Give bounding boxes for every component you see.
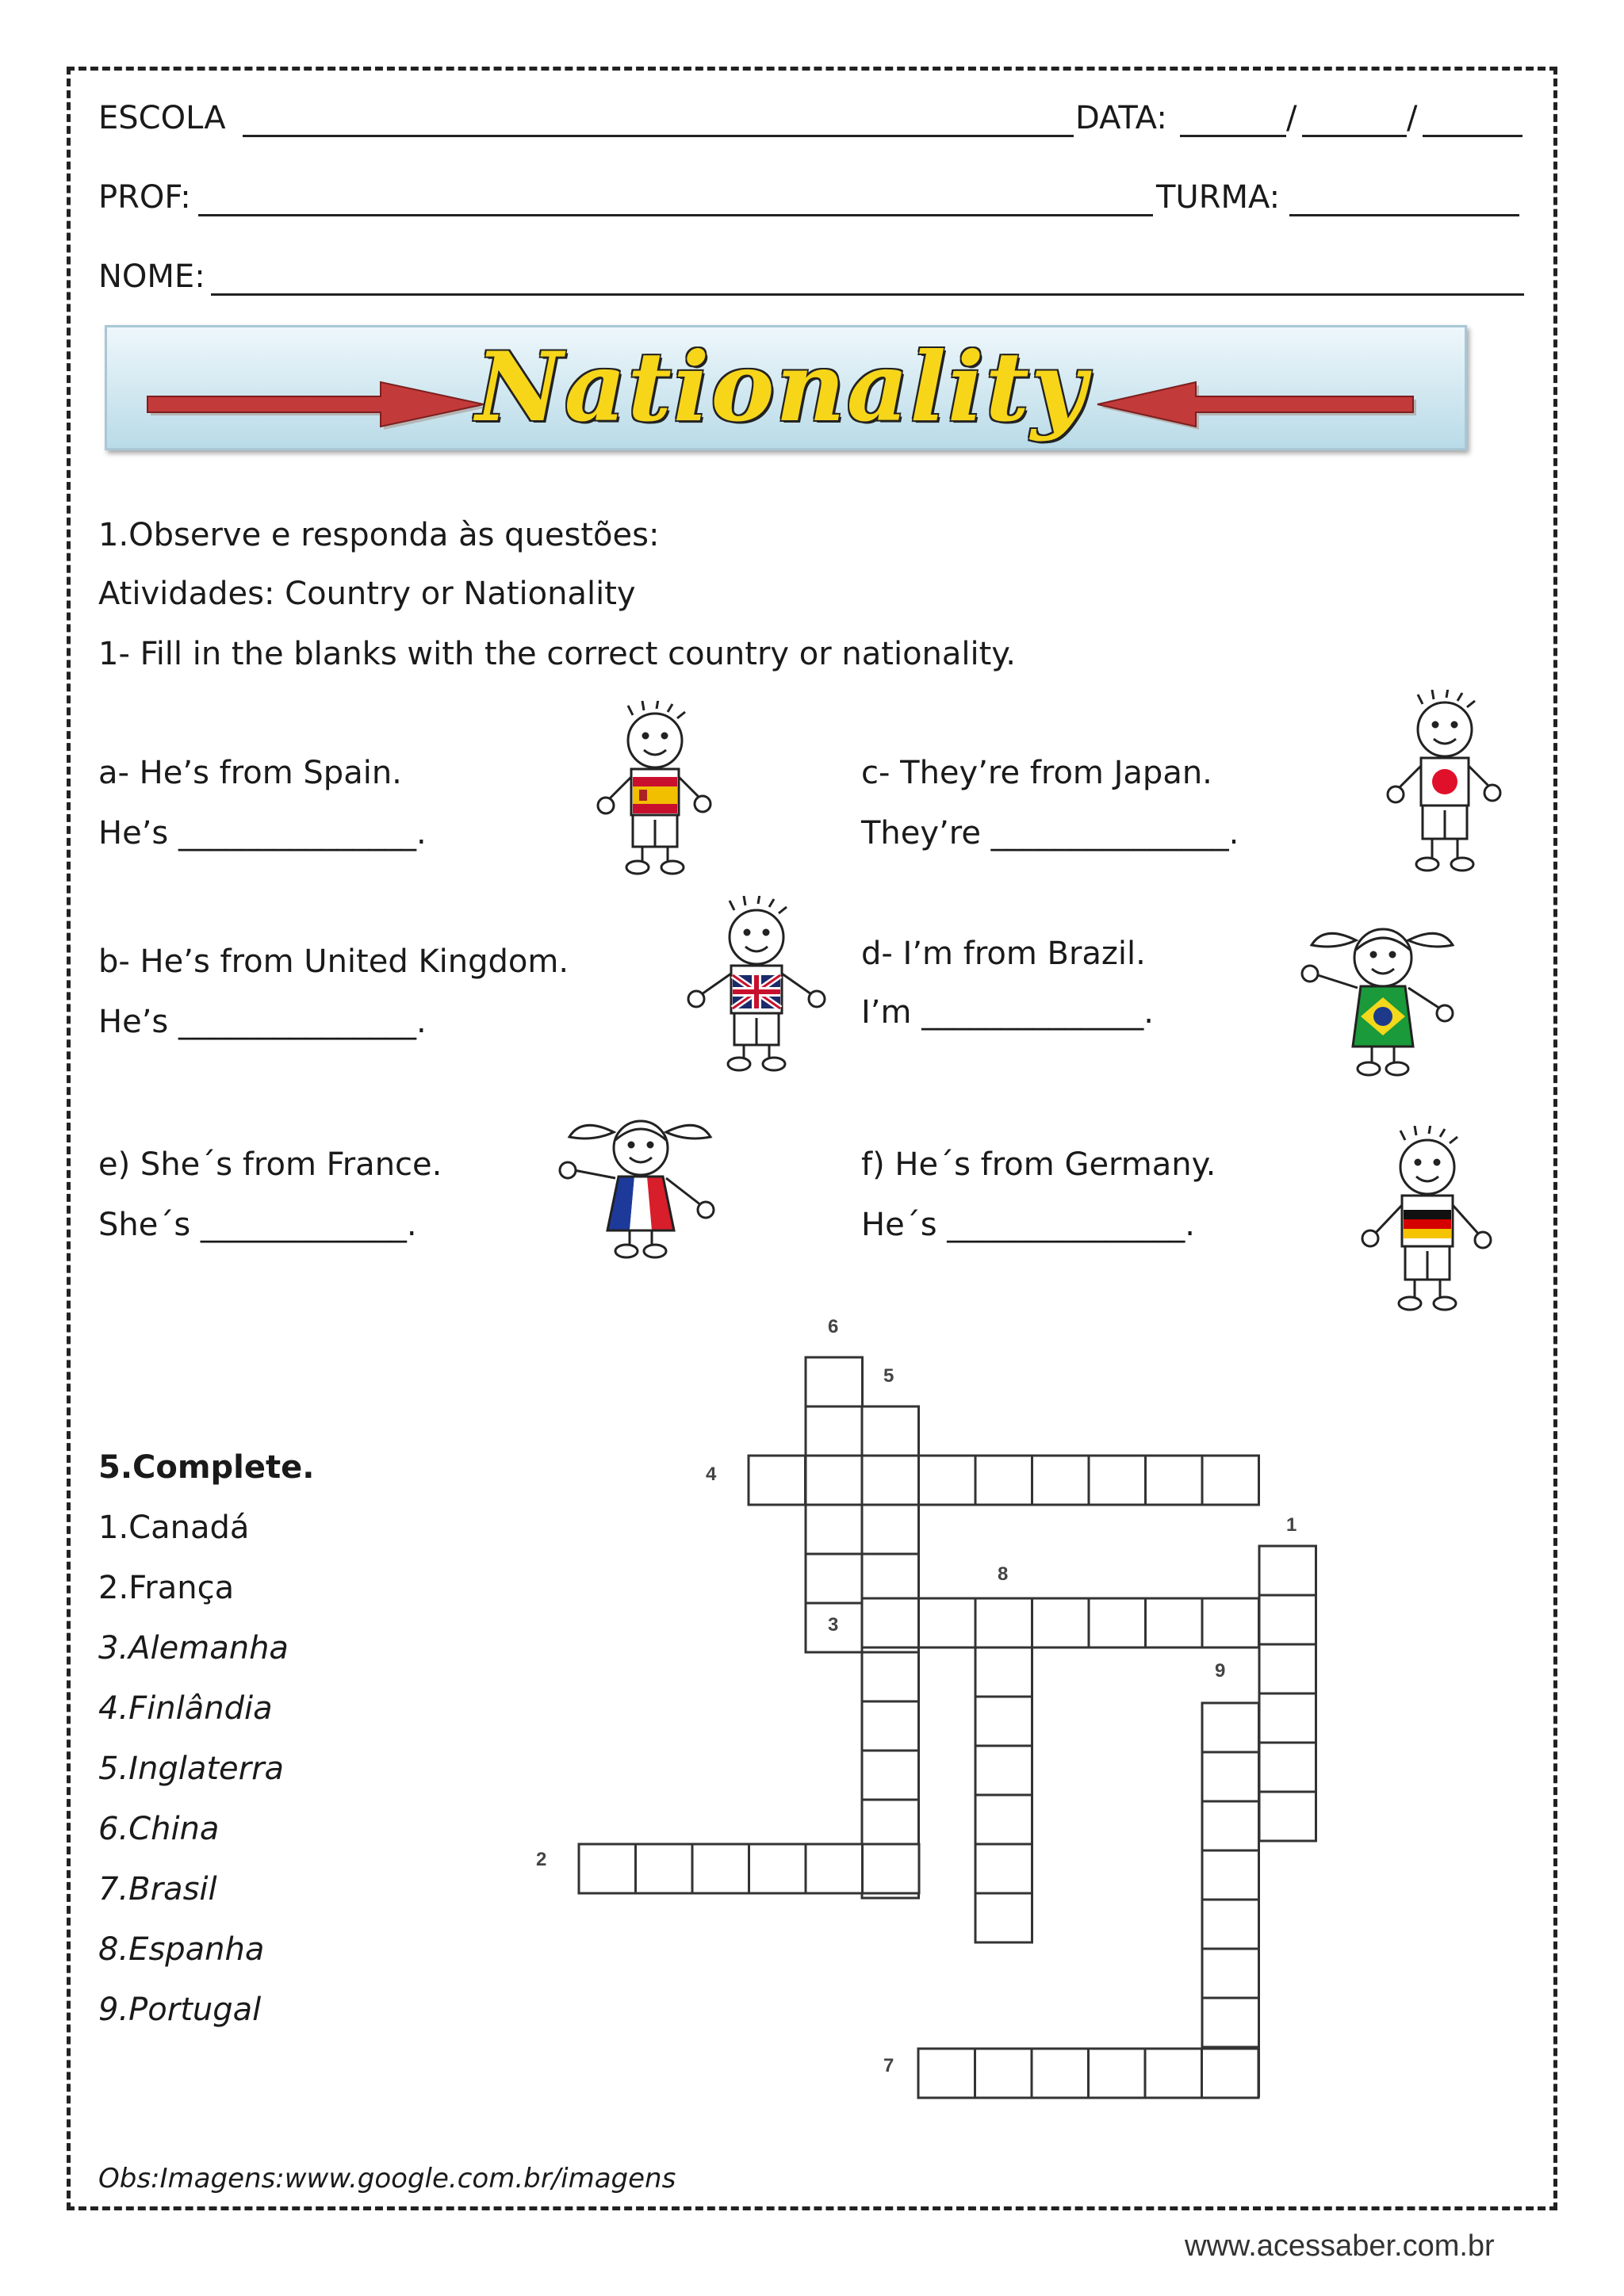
crossword-cell[interactable]: [975, 1795, 1032, 1844]
list-item: 5.Inglaterra: [98, 1751, 285, 1787]
data-label: DATA:: [1075, 100, 1167, 136]
list-item: 1.Canadá: [98, 1510, 250, 1546]
answer-d[interactable]: I’m ______________.: [861, 994, 1154, 1031]
crossword-cell[interactable]: [1145, 2049, 1202, 2098]
crossword-cell[interactable]: [975, 1697, 1032, 1746]
crossword-cell[interactable]: [1146, 1456, 1203, 1505]
list-item: 9.Portugal: [98, 1992, 262, 2028]
turma-label: TURMA:: [1156, 179, 1281, 216]
crossword-cell[interactable]: [1089, 2049, 1146, 2098]
answer-b[interactable]: He’s _______________.: [98, 1004, 427, 1040]
crossword-cell[interactable]: [1259, 1644, 1316, 1693]
clue-number-7: 7: [883, 2055, 894, 2076]
crossword-cell[interactable]: [862, 1598, 919, 1647]
crossword-cell[interactable]: [1202, 1998, 1259, 2047]
answer-f[interactable]: He´s _______________.: [861, 1207, 1195, 1243]
answer-a[interactable]: He’s _______________.: [98, 815, 427, 851]
crossword-cell[interactable]: [692, 1844, 749, 1893]
list-item: 4.Finlândia: [98, 1690, 273, 1727]
crossword-cell[interactable]: [1032, 2049, 1089, 2098]
crossword-cell[interactable]: [862, 1800, 919, 1849]
crossword-cell[interactable]: [1259, 1693, 1316, 1743]
clue-number-6: 6: [828, 1316, 839, 1337]
crossword-cell[interactable]: [806, 1456, 863, 1505]
crossword-cell[interactable]: [862, 1456, 919, 1505]
crossword-cell[interactable]: [862, 1406, 919, 1456]
crossword-cell[interactable]: [1146, 1598, 1203, 1647]
crossword-cell[interactable]: [749, 1844, 806, 1893]
crossword-cell[interactable]: [975, 1893, 1032, 1942]
crossword-cell[interactable]: [1202, 1801, 1259, 1850]
crossword-cell[interactable]: [806, 1554, 863, 1603]
question-b: b- He’s from United Kingdom.: [98, 943, 569, 980]
crossword-cell[interactable]: [862, 1554, 919, 1603]
list-item: 2.França: [98, 1570, 235, 1606]
crossword-cell[interactable]: [1089, 1598, 1146, 1647]
crossword-cell[interactable]: [1032, 1598, 1090, 1647]
crossword-cell[interactable]: [919, 1456, 976, 1505]
date-separator: /: [1286, 100, 1297, 136]
image-source-note: Obs:Imagens:www.google.com.br/imagens: [98, 2163, 676, 2195]
complete-title: 5.Complete.: [98, 1449, 315, 1486]
crossword-cell[interactable]: [919, 1598, 976, 1647]
crossword-cell[interactable]: [862, 1652, 919, 1701]
clue-number-5: 5: [883, 1365, 894, 1387]
clue-number-2: 2: [536, 1849, 547, 1870]
crossword-cell[interactable]: [862, 1751, 919, 1800]
crossword-cell[interactable]: [1259, 1595, 1316, 1644]
list-item: 6.China: [98, 1811, 220, 1847]
clue-number-1: 1: [1286, 1514, 1297, 1536]
crossword-cell[interactable]: [863, 1844, 920, 1893]
crossword-cell[interactable]: [862, 1701, 919, 1751]
crossword-cell[interactable]: [975, 1456, 1032, 1505]
escola-label: ESCOLA: [98, 100, 226, 136]
crossword-cell[interactable]: [918, 2049, 975, 2098]
crossword-cell[interactable]: [579, 1844, 636, 1893]
crossword-cell[interactable]: [1032, 1456, 1090, 1505]
prof-label: PROF:: [98, 179, 191, 216]
date-separator: /: [1407, 100, 1418, 136]
answer-e[interactable]: She´s _____________.: [98, 1207, 417, 1243]
crossword-cell[interactable]: [1202, 1752, 1259, 1801]
crossword-cell[interactable]: [1259, 1792, 1316, 1841]
question-e: e) She´s from France.: [98, 1146, 442, 1183]
crossword-cell[interactable]: [1202, 1850, 1259, 1900]
crossword-cell[interactable]: [975, 1647, 1032, 1697]
crossword-cell[interactable]: [1202, 1949, 1259, 1998]
crossword-cell[interactable]: [749, 1456, 806, 1505]
clue-number-4: 4: [706, 1464, 717, 1485]
crossword-cell[interactable]: [806, 1406, 863, 1456]
crossword-cell[interactable]: [862, 1505, 919, 1554]
banner-title: Nationality: [476, 331, 1088, 443]
crossword-cell[interactable]: [1202, 1456, 1259, 1505]
crossword-cell[interactable]: [1259, 1743, 1316, 1792]
instruction-3: 1- Fill in the blanks with the correct country or nationality.: [98, 636, 1016, 672]
crossword-cell[interactable]: [975, 1746, 1032, 1795]
site-url[interactable]: www.acessaber.com.br: [1185, 2229, 1495, 2263]
crossword-cell[interactable]: [975, 2049, 1032, 2098]
question-a: a- He’s from Spain.: [98, 755, 402, 791]
question-c: c- They’re from Japan.: [861, 755, 1212, 791]
instruction-1: 1.Observe e responda às questões:: [98, 517, 660, 553]
question-f: f) He´s from Germany.: [861, 1146, 1216, 1183]
list-item: 7.Brasil: [98, 1871, 217, 1908]
crossword-cell[interactable]: [1089, 1456, 1146, 1505]
crossword-cell[interactable]: [806, 1357, 863, 1406]
nome-label: NOME:: [98, 258, 205, 295]
crossword-cell[interactable]: [1202, 1598, 1259, 1647]
list-item: 3.Alemanha: [98, 1630, 289, 1667]
clue-number-9: 9: [1215, 1660, 1226, 1682]
clue-number-8: 8: [998, 1563, 1009, 1585]
instruction-2: Atividades: Country or Nationality: [98, 576, 636, 612]
crossword-cell[interactable]: [1202, 1900, 1259, 1949]
clue-number-3: 3: [828, 1614, 839, 1636]
crossword-cell[interactable]: [806, 1844, 863, 1893]
crossword-cell[interactable]: [1202, 1703, 1259, 1752]
question-d: d- I’m from Brazil.: [861, 936, 1146, 972]
crossword-cell[interactable]: [806, 1505, 863, 1554]
crossword-cell[interactable]: [1259, 1546, 1316, 1595]
crossword-cell[interactable]: [1202, 2049, 1259, 2098]
list-item: 8.Espanha: [98, 1931, 265, 1968]
crossword-cell[interactable]: [636, 1844, 693, 1893]
answer-c[interactable]: They’re _______________.: [861, 815, 1239, 851]
crossword-cell[interactable]: [975, 1844, 1032, 1893]
crossword-cell[interactable]: [975, 1598, 1032, 1647]
